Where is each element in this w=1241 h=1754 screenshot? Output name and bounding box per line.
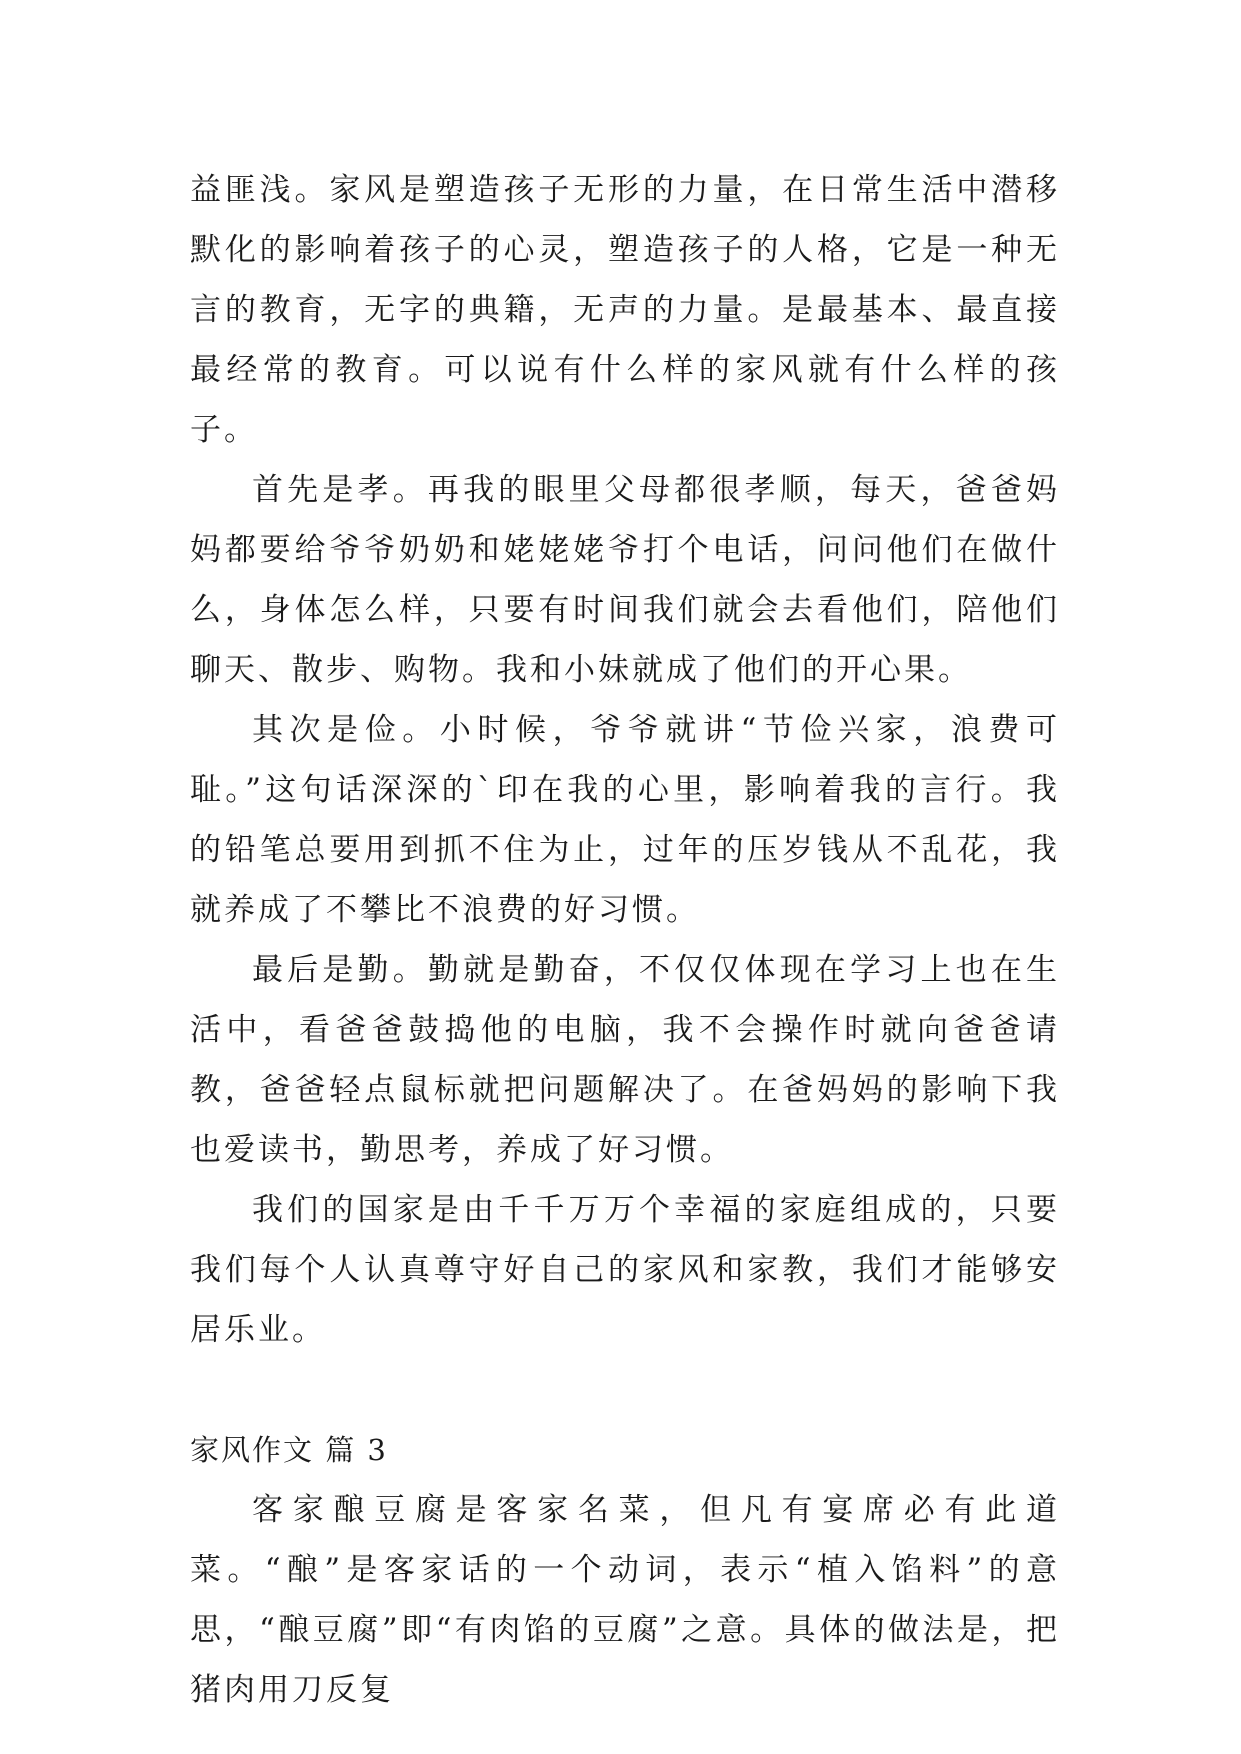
- paragraph-filial-piety: 首先是孝。再我的眼里父母都很孝顺，每天，爸爸妈妈都要给爷爷奶奶和姥姥姥爷打个电话，问问他们在做什么，身体怎么样，只要有时间我们就会去看他们，陪他们聊天、散步、购物。我和小妹就成了他们的开心果。: [190, 472, 1060, 688]
- paragraph-continuation: 益匪浅。家风是塑造孩子无形的力量，在日常生活中潜移默化的影响着孩子的心灵，塑造孩子的人格，它是一种无言的教育，无字的典籍，无声的力量。是最基本、最直接最经常的教育。可以说有什么样的家风就有什么样的孩子。: [190, 172, 1060, 448]
- section-heading: 家风作文 篇 3: [190, 1433, 388, 1467]
- paragraph-hakka-tofu: 客家酿豆腐是客家名菜，但凡有宴席必有此道菜。“酿”是客家话的一个动词，表示“植入馅料”的意思，“酿豆腐”即“有肉馅的豆腐”之意。具体的做法是，把猪肉用刀反复: [190, 1492, 1060, 1708]
- document-body: [190, 160, 1060, 1720]
- paragraph-conclusion: 我们的国家是由千千万万个幸福的家庭组成的，只要我们每个人认真尊守好自己的家风和家教，我们才能够安居乐业。: [190, 1192, 1060, 1348]
- paragraph-frugality: 其次是俭。小时候，爷爷就讲“节俭兴家，浪费可耻。”这句话深深的`印在我的心里，影响着我的言行。我的铅笔总要用到抓不住为止，过年的压岁钱从不乱花，我就养成了不攀比不浪费的好习惯。: [190, 712, 1060, 928]
- paragraph-diligence: 最后是勤。勤就是勤奋，不仅仅体现在学习上也在生活中，看爸爸鼓捣他的电脑，我不会操作时就向爸爸请教，爸爸轻点鼠标就把问题解决了。在爸妈妈的影响下我也爱读书，勤思考，养成了好习惯。: [190, 952, 1060, 1168]
